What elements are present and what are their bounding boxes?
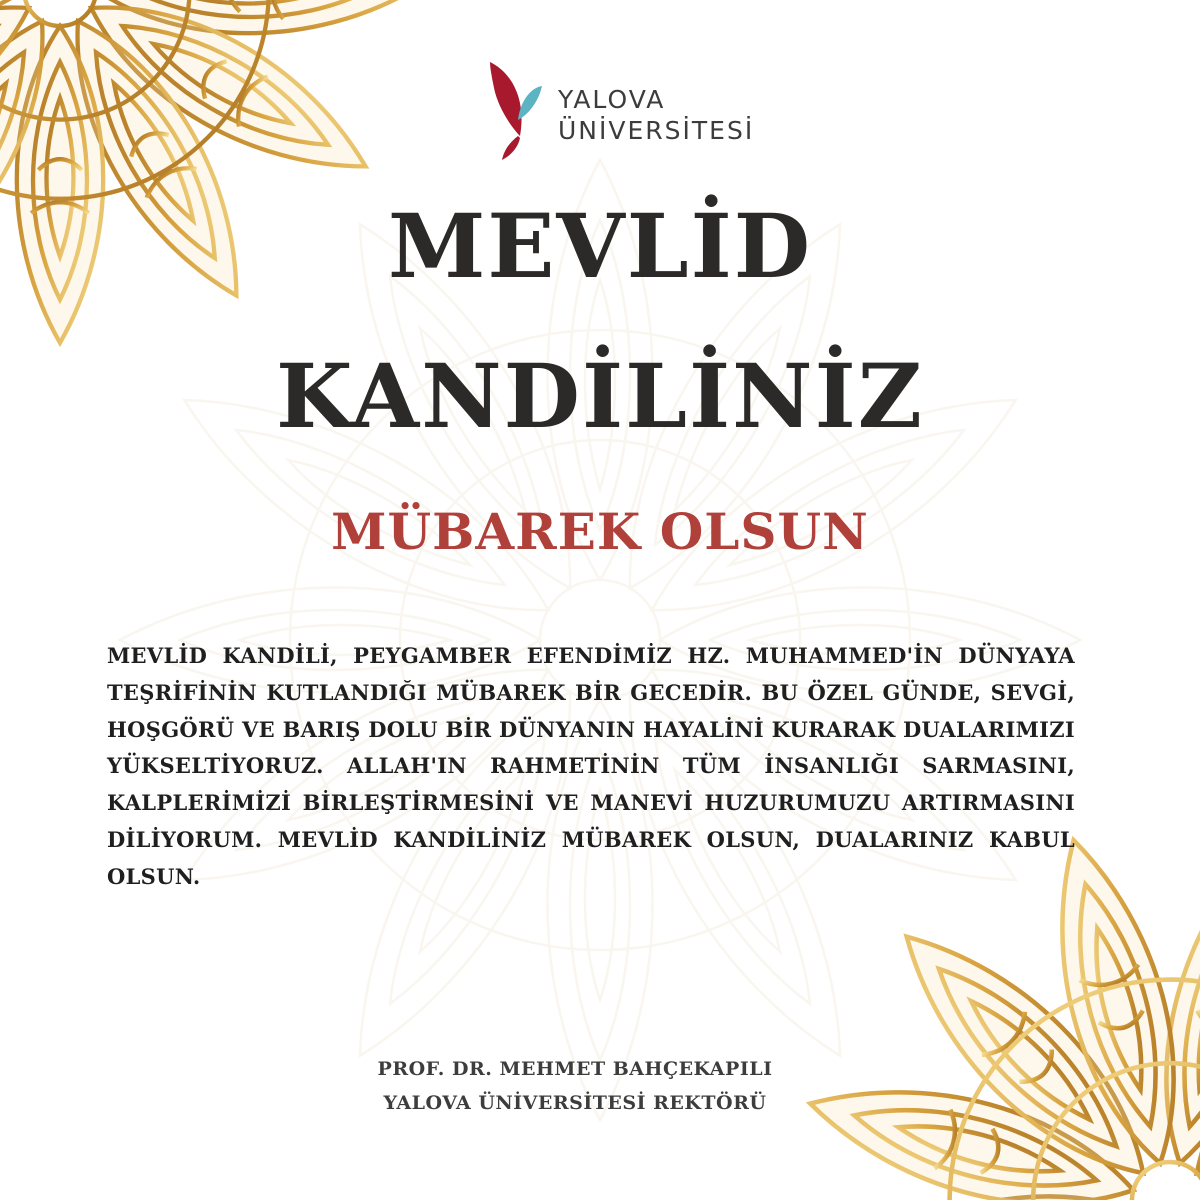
logo-line-1: YALOVA — [558, 85, 666, 114]
message-paragraph: MEVLİD KANDİLİ, PEYGAMBER EFENDİMİZ HZ. MUHAMMED'İN DÜNYAYA TEŞRİFİNİN KUTLANDIĞI MÜBAREK BİR GECEDİR. BU ÖZEL GÜNDE, SEVGİ, HOŞGÖRÜ VE BARIŞ DOLU BİR DÜNYANIN HAYALİNİ KURARAK DUALARIMIZI YÜKSELTİYORUZ. ALLAH'IN RAHMETİNİN TÜM İNSANLIĞI SARMASINI, KALPLERİMİZİ BİRLEŞTİRMESİNİ VE MANEVİ HUZURUMUZU ARTIRMASINI DİLİYORUM. MEVLİD KANDİLİNİZ MÜBAREK OLSUN, DUALARINIZ KABUL OLSUN. — [107, 643, 1075, 889]
leaf-logo-icon — [486, 58, 546, 162]
subtitle: MÜBAREK OLSUN — [331, 502, 869, 561]
signature-name: PROF. DR. MEHMET BAHÇEKAPILI — [377, 1058, 773, 1080]
title-line-2: KANDİLİNİZ — [276, 344, 924, 448]
signature-role: YALOVA ÜNİVERSİTESİ REKTÖRÜ — [383, 1092, 767, 1114]
title-line-1: MEVLİD — [387, 194, 813, 298]
university-logo — [486, 58, 776, 168]
logo-wordmark — [558, 84, 754, 146]
logo-line-2: ÜNİVERSİTESİ — [558, 116, 755, 145]
